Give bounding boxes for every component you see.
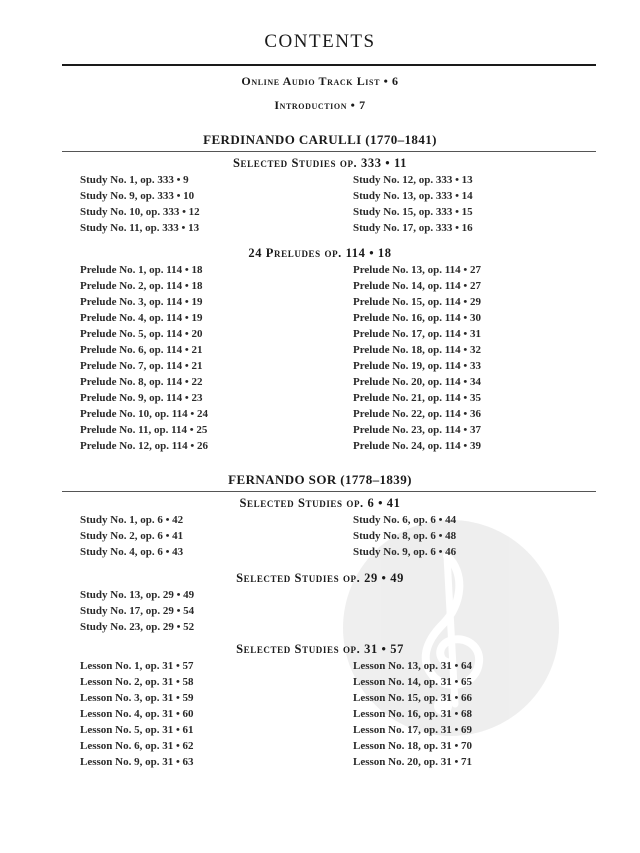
- op114-right-list: [353, 262, 481, 454]
- composer-heading-carulli: FERDINANDO CARULLI (1770–1841): [203, 132, 437, 147]
- toc-entry[interactable]: Prelude No. 19, op. 114 • 33: [353, 360, 482, 372]
- section-heading-op29[interactable]: Selected Studies op. 29 • 49: [236, 571, 404, 585]
- toc-entry[interactable]: Study No. 12, op. 333 • 13: [353, 174, 473, 186]
- toc-entry[interactable]: Prelude No. 13, op. 114 • 27: [353, 264, 482, 276]
- toc-entry[interactable]: Study No. 9, op. 6 • 46: [353, 546, 457, 558]
- toc-entry[interactable]: Prelude No. 15, op. 114 • 29: [353, 296, 482, 308]
- toc-entry[interactable]: Lesson No. 14, op. 31 • 65: [353, 676, 473, 688]
- toc-entry[interactable]: Lesson No. 1, op. 31 • 57: [80, 660, 194, 672]
- toc-entry[interactable]: Study No. 8, op. 6 • 48: [353, 530, 457, 542]
- section-heading-op333[interactable]: Selected Studies op. 333 • 11: [232, 156, 407, 170]
- toc-entry[interactable]: Lesson No. 13, op. 31 • 64: [353, 660, 473, 672]
- toc-entry[interactable]: Lesson No. 16, op. 31 • 68: [353, 708, 473, 720]
- toc-entry[interactable]: Lesson No. 5, op. 31 • 61: [80, 724, 194, 736]
- toc-entry[interactable]: Study No. 15, op. 333 • 15: [353, 206, 473, 218]
- composer-heading-sor: FERNANDO SOR (1778–1839): [228, 472, 412, 487]
- toc-entry[interactable]: Study No. 4, op. 6 • 43: [80, 546, 184, 558]
- toc-entry[interactable]: Study No. 11, op. 333 • 13: [80, 222, 200, 234]
- toc-entry[interactable]: Prelude No. 16, op. 114 • 30: [353, 312, 482, 324]
- toc-entry[interactable]: Lesson No. 17, op. 31 • 69: [353, 724, 473, 736]
- toc-entry[interactable]: Prelude No. 2, op. 114 • 18: [80, 280, 203, 292]
- page-title: CONTENTS: [264, 31, 376, 52]
- toc-entry[interactable]: Prelude No. 17, op. 114 • 31: [353, 328, 482, 340]
- op333-left-list: [80, 172, 200, 236]
- toc-entry[interactable]: Prelude No. 9, op. 114 • 23: [80, 392, 203, 404]
- toc-entry[interactable]: Prelude No. 12, op. 114 • 26: [80, 440, 209, 452]
- toc-entry[interactable]: Study No. 17, op. 333 • 16: [353, 222, 473, 234]
- toc-entry[interactable]: Lesson No. 6, op. 31 • 62: [80, 740, 194, 752]
- toc-entry[interactable]: Lesson No. 4, op. 31 • 60: [80, 708, 194, 720]
- toc-entry[interactable]: Prelude No. 11, op. 114 • 25: [80, 424, 208, 436]
- toc-entry[interactable]: Study No. 6, op. 6 • 44: [353, 514, 457, 526]
- toc-entry[interactable]: Lesson No. 2, op. 31 • 58: [80, 676, 194, 688]
- toc-entry[interactable]: Study No. 13, op. 29 • 49: [80, 589, 195, 601]
- toc-entry[interactable]: Prelude No. 6, op. 114 • 21: [80, 344, 203, 356]
- toc-entry[interactable]: Prelude No. 14, op. 114 • 27: [353, 280, 482, 292]
- toc-entry[interactable]: Lesson No. 15, op. 31 • 66: [353, 692, 473, 704]
- audio-track-list-entry[interactable]: Online Audio Track List • 6: [241, 74, 399, 88]
- toc-entry[interactable]: Study No. 1, op. 333 • 9: [80, 174, 189, 186]
- toc-entry[interactable]: Prelude No. 20, op. 114 • 34: [353, 376, 482, 388]
- toc-entry[interactable]: Prelude No. 23, op. 114 • 37: [353, 424, 482, 436]
- toc-entry[interactable]: Lesson No. 20, op. 31 • 71: [353, 756, 473, 768]
- toc-entry[interactable]: Lesson No. 18, op. 31 • 70: [353, 740, 473, 752]
- op114-left-list: [80, 262, 208, 454]
- toc-entry[interactable]: Prelude No. 5, op. 114 • 20: [80, 328, 203, 340]
- toc-entry[interactable]: Lesson No. 3, op. 31 • 59: [80, 692, 194, 704]
- section-heading-op31[interactable]: Selected Studies op. 31 • 57: [236, 642, 404, 656]
- toc-entry[interactable]: Prelude No. 3, op. 114 • 19: [80, 296, 203, 308]
- section-heading-op6[interactable]: Selected Studies op. 6 • 41: [239, 496, 401, 510]
- toc-entry[interactable]: Study No. 13, op. 333 • 14: [353, 190, 473, 202]
- title-rule: [62, 64, 596, 66]
- toc-entry[interactable]: Study No. 23, op. 29 • 52: [80, 621, 195, 633]
- toc-entry[interactable]: Study No. 9, op. 333 • 10: [80, 190, 195, 202]
- toc-entry[interactable]: Prelude No. 22, op. 114 • 36: [353, 408, 482, 420]
- toc-entry[interactable]: Study No. 17, op. 29 • 54: [80, 605, 195, 617]
- toc-entry[interactable]: Prelude No. 18, op. 114 • 32: [353, 344, 482, 356]
- op31-right-list: [353, 658, 472, 770]
- toc-entry[interactable]: Prelude No. 1, op. 114 • 18: [80, 264, 203, 276]
- op6-right-list: [353, 512, 456, 560]
- toc-entry[interactable]: Prelude No. 8, op. 114 • 22: [80, 376, 203, 388]
- toc-entry[interactable]: Lesson No. 9, op. 31 • 63: [80, 756, 194, 768]
- toc-entry[interactable]: Prelude No. 10, op. 114 • 24: [80, 408, 209, 420]
- toc-entry[interactable]: Study No. 2, op. 6 • 41: [80, 530, 184, 542]
- introduction-entry[interactable]: Introduction • 7: [274, 98, 366, 112]
- toc-entry[interactable]: Prelude No. 21, op. 114 • 35: [353, 392, 482, 404]
- op333-right-list: [353, 172, 473, 236]
- toc-entry[interactable]: Prelude No. 24, op. 114 • 39: [353, 440, 482, 452]
- composer-rule-sor: [62, 491, 596, 492]
- toc-entry[interactable]: Prelude No. 4, op. 114 • 19: [80, 312, 203, 324]
- toc-entry[interactable]: Study No. 10, op. 333 • 12: [80, 206, 200, 218]
- toc-entry[interactable]: Prelude No. 7, op. 114 • 21: [80, 360, 203, 372]
- op31-left-list: [80, 658, 194, 770]
- toc-entry[interactable]: Study No. 1, op. 6 • 42: [80, 514, 184, 526]
- op29-left-list: [80, 587, 194, 635]
- composer-rule-carulli: [62, 151, 596, 152]
- op6-left-list: [80, 512, 183, 560]
- section-heading-op114[interactable]: 24 Preludes op. 114 • 18: [248, 246, 392, 260]
